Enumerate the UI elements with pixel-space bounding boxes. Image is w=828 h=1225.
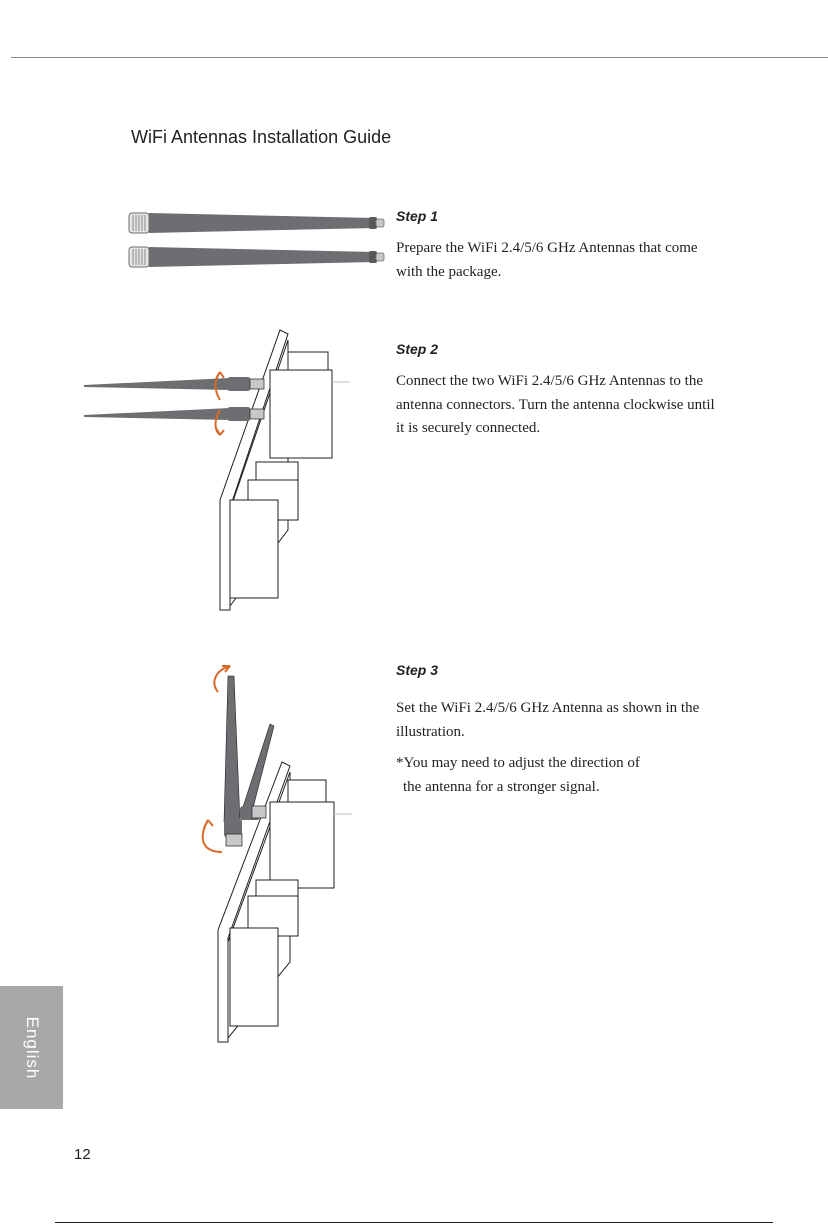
note-line-2: the antenna for a stronger signal. — [403, 778, 600, 795]
step3-text: Set the WiFi 2.4/5/6 GHz Antenna as shown in the illustration. — [396, 700, 700, 740]
note-line-1: *You may need to adjust the direction of — [396, 755, 640, 771]
step1-text: Prepare the WiFi 2.4/5/6 GHz Antennas that come with the package. — [396, 240, 698, 280]
section-title: WiFi Antennas Installation Guide — [131, 127, 392, 147]
antenna-icon — [224, 676, 242, 846]
language-tab — [0, 986, 63, 1109]
step2-text: Connect the two WiFi 2.4/5/6 GHz Antennas to the antenna connectors. Turn the antenna clockwise until it is securely connected. — [396, 373, 715, 436]
step1-antennas-illustration — [125, 205, 387, 275]
step3-note — [396, 752, 726, 799]
antenna-icon — [84, 377, 264, 391]
language-label: English — [22, 1016, 42, 1079]
step1-title: Step 1 — [396, 208, 439, 224]
footer-rule — [55, 1222, 773, 1223]
antenna-icon — [129, 247, 384, 267]
step2-title: Step 2 — [396, 341, 439, 357]
antenna-icon — [129, 213, 384, 233]
step2-connect-illustration — [80, 330, 360, 615]
io-panel-icon — [220, 330, 350, 610]
header-rule — [11, 57, 828, 58]
step3-title: Step 3 — [396, 662, 439, 678]
page-number: 12 — [74, 1146, 91, 1163]
step3-adjust-illustration — [196, 662, 356, 1047]
antenna-icon — [84, 407, 264, 421]
